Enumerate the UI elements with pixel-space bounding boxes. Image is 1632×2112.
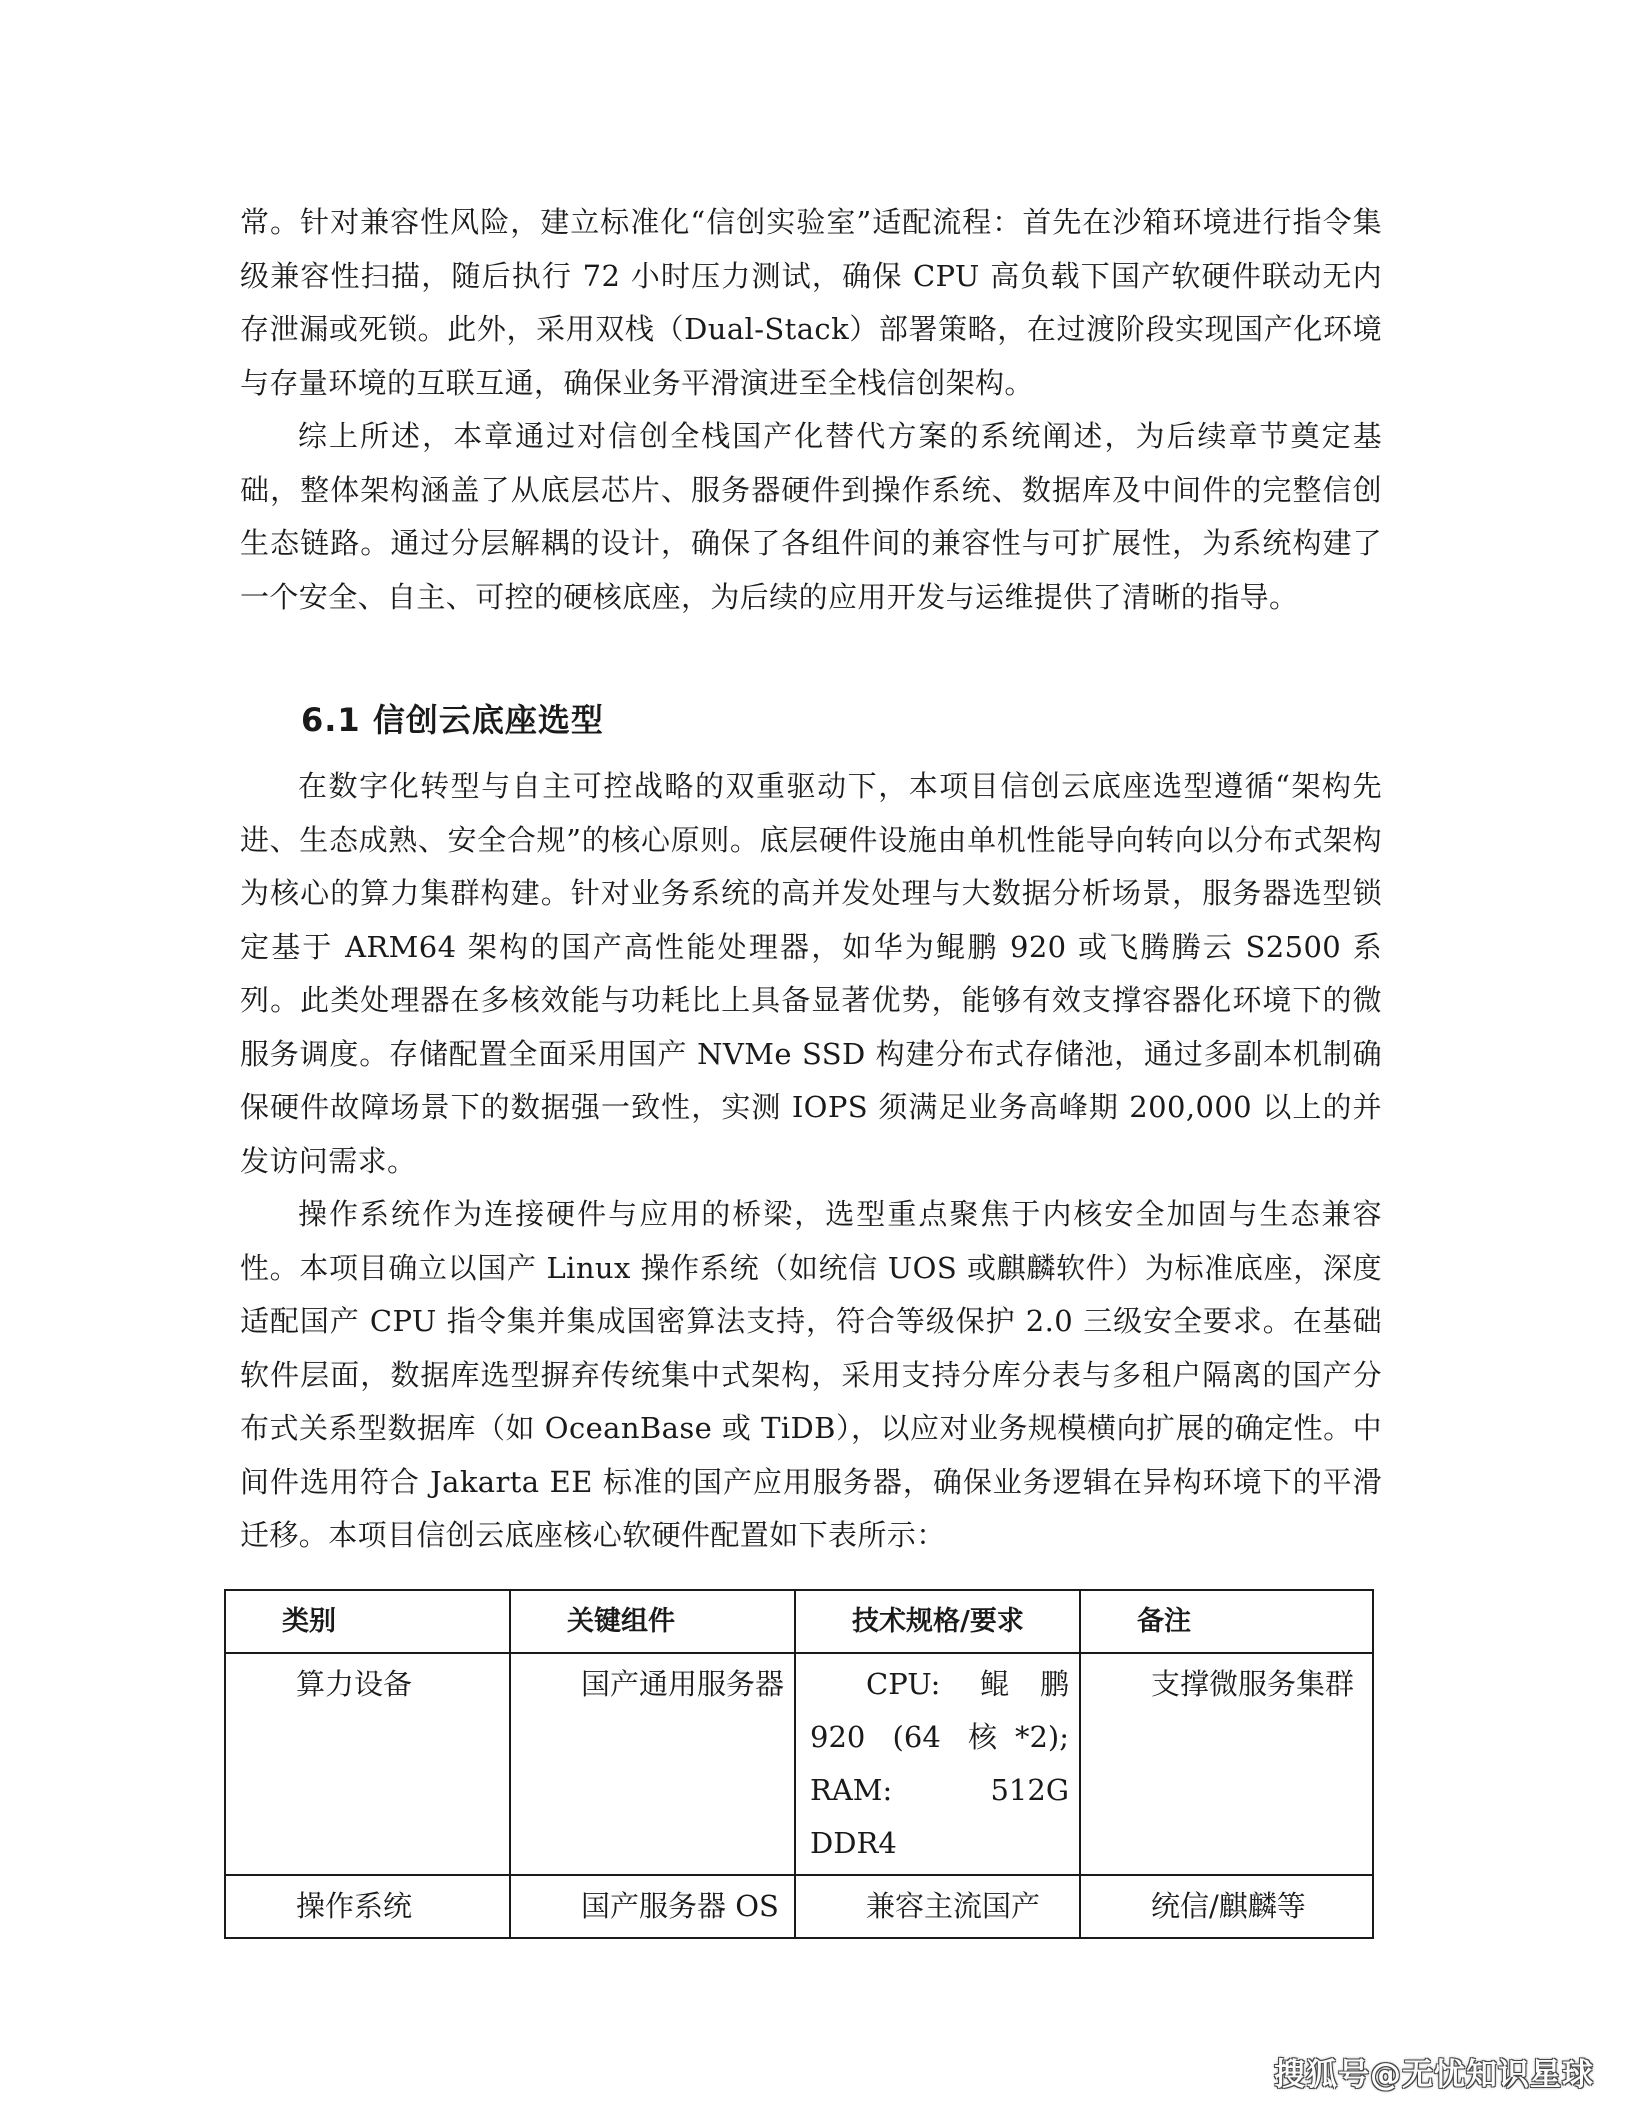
table-header-cell: 类别 bbox=[225, 1590, 510, 1653]
table-cell: 兼容主流国产 bbox=[795, 1875, 1080, 1938]
section-heading: 6.1 信创云底座选型 bbox=[301, 701, 604, 739]
table-cell: 统信/麒麟等 bbox=[1080, 1875, 1373, 1938]
table-cell: 算力设备 bbox=[225, 1653, 510, 1875]
table-cell: 国产通用服务器 bbox=[510, 1653, 795, 1875]
paragraph-continuation: 常。针对兼容性风险，建立标准化“信创实验室”适配流程：首先在沙箱环境进行指令集级兼容性扫描，随后执行 72 小时压力测试，确保 CPU 高负载下国产软硬件联动无内存泄漏或死锁。此外，采用双栈（Dual-Stack）部署策略，在过渡阶段实现国产化环境与存量环境的互联互通，确保业务平滑演进至全栈信创架构。 bbox=[240, 205, 1382, 400]
paragraph-summary: 综上所述，本章通过对信创全栈国产化替代方案的系统阐述，为后续章节奠定基础，整体架构涵盖了从底层芯片、服务器硬件到操作系统、数据库及中间件的完整信创生态链路。通过分层解耦的设计，确保了各组件间的兼容性与可扩展性，为系统构建了一个安全、自主、可控的硬核底座，为后续的应用开发与运维提供了清晰的指导。 bbox=[240, 419, 1382, 614]
document-body bbox=[240, 196, 1382, 1563]
table-cell: 支撑微服务集群 bbox=[1080, 1653, 1373, 1875]
table-cell: 国产服务器 OS bbox=[510, 1875, 795, 1938]
paragraph-hardware-selection: 在数字化转型与自主可控战略的双重驱动下，本项目信创云底座选型遵循“架构先进、生态成熟、安全合规”的核心原则。底层硬件设施由单机性能导向转向以分布式架构为核心的算力集群构建。针对业务系统的高并发处理与大数据分析场景，服务器选型锁定基于 ARM64 架构的国产高性能处理器，如华为鲲鹏 920 或飞腾腾云 S2500 系列。此类处理器在多核效能与功耗比上具备显著优势，能够有效支撑容器化环境下的微服务调度。存储配置全面采用国产 NVMe SSD 构建分布式存储池，通过多副本机制确保硬件故障场景下的数据强一致性，实测 IOPS 须满足业务高峰期 200,000 以上的并发访问需求。 bbox=[240, 769, 1382, 1178]
paragraph-os-selection: 操作系统作为连接硬件与应用的桥梁，选型重点聚焦于内核安全加固与生态兼容性。本项目确立以国产 Linux 操作系统（如统信 UOS 或麒麟软件）为标准底座，深度适配国产 CPU 指令集并集成国密算法支持，符合等级保护 2.0 三级安全要求。在基础软件层面，数据库选型摒弃传统集中式架构，采用支持分库分表与多租户隔离的国产分布式关系型数据库（如 OceanBase 或 TiDB），以应对业务规模横向扩展的确定性。中间件选用符合 Jakarta EE 标准的国产应用服务器，确保业务逻辑在异构环境下的平滑迁移。本项目信创云底座核心软硬件配置如下表所示： bbox=[240, 1197, 1382, 1552]
table-row bbox=[225, 1875, 1373, 1938]
table-header-cell: 技术规格/要求 bbox=[795, 1590, 1080, 1653]
table-cell: CPU: 鲲鹏 920 (64 核*2); RAM: 512G DDR4 bbox=[795, 1653, 1080, 1875]
table-header-cell: 备注 bbox=[1080, 1590, 1373, 1653]
table-header-row bbox=[225, 1590, 1373, 1653]
watermark: 搜狐号@无忧知识星球 bbox=[1274, 2057, 1594, 2093]
table-header-cell: 关键组件 bbox=[510, 1590, 795, 1653]
config-table bbox=[224, 1589, 1374, 1939]
table-row bbox=[225, 1653, 1373, 1875]
table-cell: 操作系统 bbox=[225, 1875, 510, 1938]
